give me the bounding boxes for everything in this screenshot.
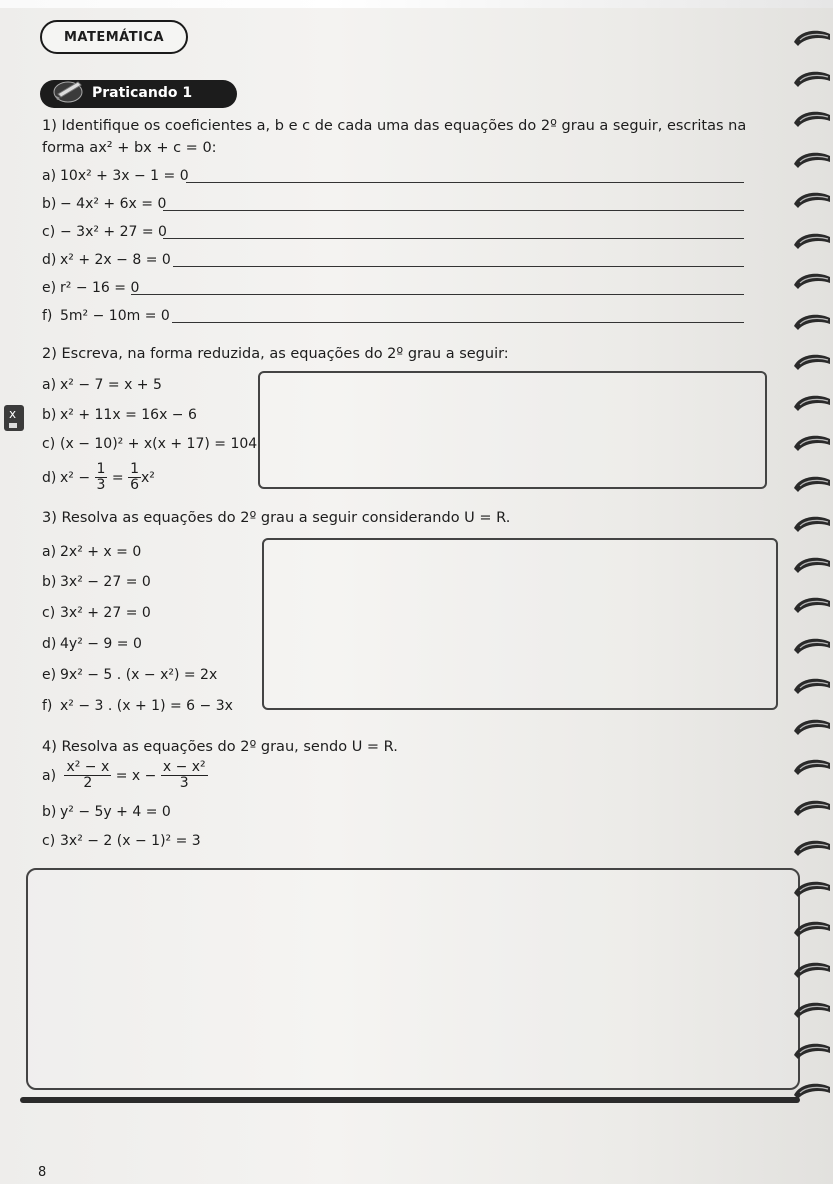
equation: x² − 7 = x + 5 xyxy=(60,377,162,393)
equation: r² − 16 = 0 xyxy=(60,280,140,296)
equation: 5m² − 10m = 0 xyxy=(60,308,170,324)
item-letter: a) xyxy=(42,544,57,560)
item-letter: f) xyxy=(42,308,53,324)
binding-ring-icon xyxy=(790,919,830,941)
q1-item-d xyxy=(42,252,171,268)
binding-ring-icon xyxy=(790,1041,830,1063)
item-letter: c) xyxy=(42,436,56,452)
item-letter: a) xyxy=(42,168,57,184)
q3-item-e xyxy=(42,667,217,683)
binding-ring-icon xyxy=(790,433,830,455)
item-letter: f) xyxy=(42,698,53,714)
q3-item-b xyxy=(42,574,151,590)
binding-ring-icon xyxy=(790,636,830,658)
section-banner xyxy=(40,80,237,108)
item-letter: e) xyxy=(42,280,57,296)
answer-line-c[interactable] xyxy=(163,238,744,239)
binding-ring-icon xyxy=(790,150,830,172)
binding-ring-icon xyxy=(790,28,830,50)
q1-title-line2: forma ax² + bx + c = 0: xyxy=(42,140,217,156)
q3-title: 3) Resolva as equações do 2º grau a seguir considerando U = R. xyxy=(42,510,511,526)
q1-item-a xyxy=(42,168,189,184)
subject-label xyxy=(40,20,188,54)
q2-item-b xyxy=(42,407,197,423)
equation: 4y² − 9 = 0 xyxy=(60,636,142,652)
equals-sign: = xyxy=(111,469,124,486)
binding-ring-icon xyxy=(790,555,830,577)
q2-item-c xyxy=(42,436,257,452)
page-number: 8 xyxy=(38,1165,47,1180)
q2-item-d xyxy=(42,462,155,494)
item-letter: b) xyxy=(42,574,57,590)
binding-ring-icon xyxy=(790,757,830,779)
fraction-numerator: x² − x xyxy=(66,759,110,775)
binding-ring-icon xyxy=(790,960,830,982)
item-letter: c) xyxy=(42,224,56,240)
q1-item-f xyxy=(42,308,170,324)
q3-item-d xyxy=(42,636,142,652)
item-letter: b) xyxy=(42,196,57,212)
binding-ring-icon xyxy=(790,676,830,698)
pencil-book-icon xyxy=(48,72,88,106)
q3-answer-box[interactable] xyxy=(262,538,778,710)
binding-ring-icon xyxy=(790,352,830,374)
equation: x² + 2x − 8 = 0 xyxy=(60,252,171,268)
answer-line-e[interactable] xyxy=(131,294,744,295)
item-letter: d) xyxy=(42,252,57,268)
equation: 10x² + 3x − 1 = 0 xyxy=(60,168,189,184)
binding-ring-icon xyxy=(790,474,830,496)
item-letter: a) xyxy=(42,767,57,784)
subject-text: MATEMÁTICA xyxy=(63,29,165,45)
item-letter: a) xyxy=(42,377,57,393)
binding-ring-icon xyxy=(790,393,830,415)
equation: − 3x² + 27 = 0 xyxy=(60,224,167,240)
binding-ring-icon xyxy=(790,190,830,212)
fraction-denominator: 3 xyxy=(96,477,106,494)
equation-middle: = x − xyxy=(115,767,157,784)
item-letter: b) xyxy=(42,804,57,820)
equation: 2x² + x = 0 xyxy=(60,544,142,560)
q3-item-a xyxy=(42,544,141,560)
q2-item-a xyxy=(42,377,162,393)
fraction-left xyxy=(64,760,111,792)
equation: x² − 3 . (x + 1) = 6 − 3x xyxy=(60,698,233,714)
binding-ring-icon xyxy=(790,312,830,334)
fraction-denominator: 3 xyxy=(179,775,189,792)
q4-title: 4) Resolva as equações do 2º grau, sendo U = R. xyxy=(42,739,398,755)
equation-suffix: x² xyxy=(141,469,155,486)
fraction-one-sixth xyxy=(128,462,141,494)
fraction-numerator: 1 xyxy=(130,461,140,477)
q4-item-a xyxy=(42,760,208,792)
binding-ring-icon xyxy=(790,838,830,860)
fraction-denominator: 6 xyxy=(130,477,140,494)
answer-line-f[interactable] xyxy=(172,322,744,323)
binding-ring-icon xyxy=(790,1000,830,1022)
fraction-numerator: 1 xyxy=(96,461,106,477)
equation: 3x² − 27 = 0 xyxy=(60,574,151,590)
page-top-edge xyxy=(0,0,833,8)
equation: x² + 11x = 16x − 6 xyxy=(60,407,197,423)
equation: y² − 5y + 4 = 0 xyxy=(60,804,171,820)
math-x-icon xyxy=(2,403,26,433)
binding-ring-icon xyxy=(790,798,830,820)
q2-answer-box[interactable] xyxy=(258,371,767,489)
binding-ring-icon xyxy=(790,514,830,536)
binding-ring-icon xyxy=(790,231,830,253)
q1-title-line1: 1) Identifique os coeficientes a, b e c de cada uma das equações do 2º grau a seguir, escritas na xyxy=(42,118,747,134)
section-title: Praticando 1 xyxy=(92,85,193,101)
q4-item-b xyxy=(42,804,171,820)
equation: (x − 10)² + x(x + 17) = 104 xyxy=(60,436,258,452)
q1-item-b xyxy=(42,196,166,212)
item-letter: e) xyxy=(42,667,57,683)
binding-ring-icon xyxy=(790,271,830,293)
q4-item-c xyxy=(42,833,201,849)
footer-divider xyxy=(20,1097,800,1103)
binding-ring-icon xyxy=(790,717,830,739)
item-letter: d) xyxy=(42,636,57,652)
q3-item-c xyxy=(42,605,151,621)
binding-ring-icon xyxy=(790,879,830,901)
q1-item-e xyxy=(42,280,139,296)
binding-ring-icon xyxy=(790,109,830,131)
fraction-denominator: 2 xyxy=(83,775,93,792)
q4-answer-box[interactable] xyxy=(26,868,800,1090)
answer-line-b[interactable] xyxy=(163,210,744,211)
svg-text:x: x xyxy=(9,407,17,421)
binding-ring-icon xyxy=(790,595,830,617)
item-letter: c) xyxy=(42,833,56,849)
equation-prefix: x² − xyxy=(60,469,91,486)
equation: − 4x² + 6x = 0 xyxy=(60,196,167,212)
q3-item-f xyxy=(42,698,233,714)
equation: 3x² + 27 = 0 xyxy=(60,605,151,621)
binding-ring-icon xyxy=(790,69,830,91)
answer-line-d[interactable] xyxy=(173,266,744,267)
binding-ring-icon xyxy=(790,1081,830,1103)
fraction-numerator: x − x² xyxy=(162,759,206,775)
answer-line-a[interactable] xyxy=(186,182,744,183)
item-letter: c) xyxy=(42,605,56,621)
fraction-one-third xyxy=(95,462,108,494)
item-letter: d) xyxy=(42,469,57,486)
fraction-right xyxy=(161,760,208,792)
equation: 3x² − 2 (x − 1)² = 3 xyxy=(60,833,201,849)
q1-item-c xyxy=(42,224,167,240)
equation: 9x² − 5 . (x − x²) = 2x xyxy=(60,667,218,683)
item-letter: b) xyxy=(42,407,57,423)
q2-title: 2) Escreva, na forma reduzida, as equações do 2º grau a seguir: xyxy=(42,346,509,362)
